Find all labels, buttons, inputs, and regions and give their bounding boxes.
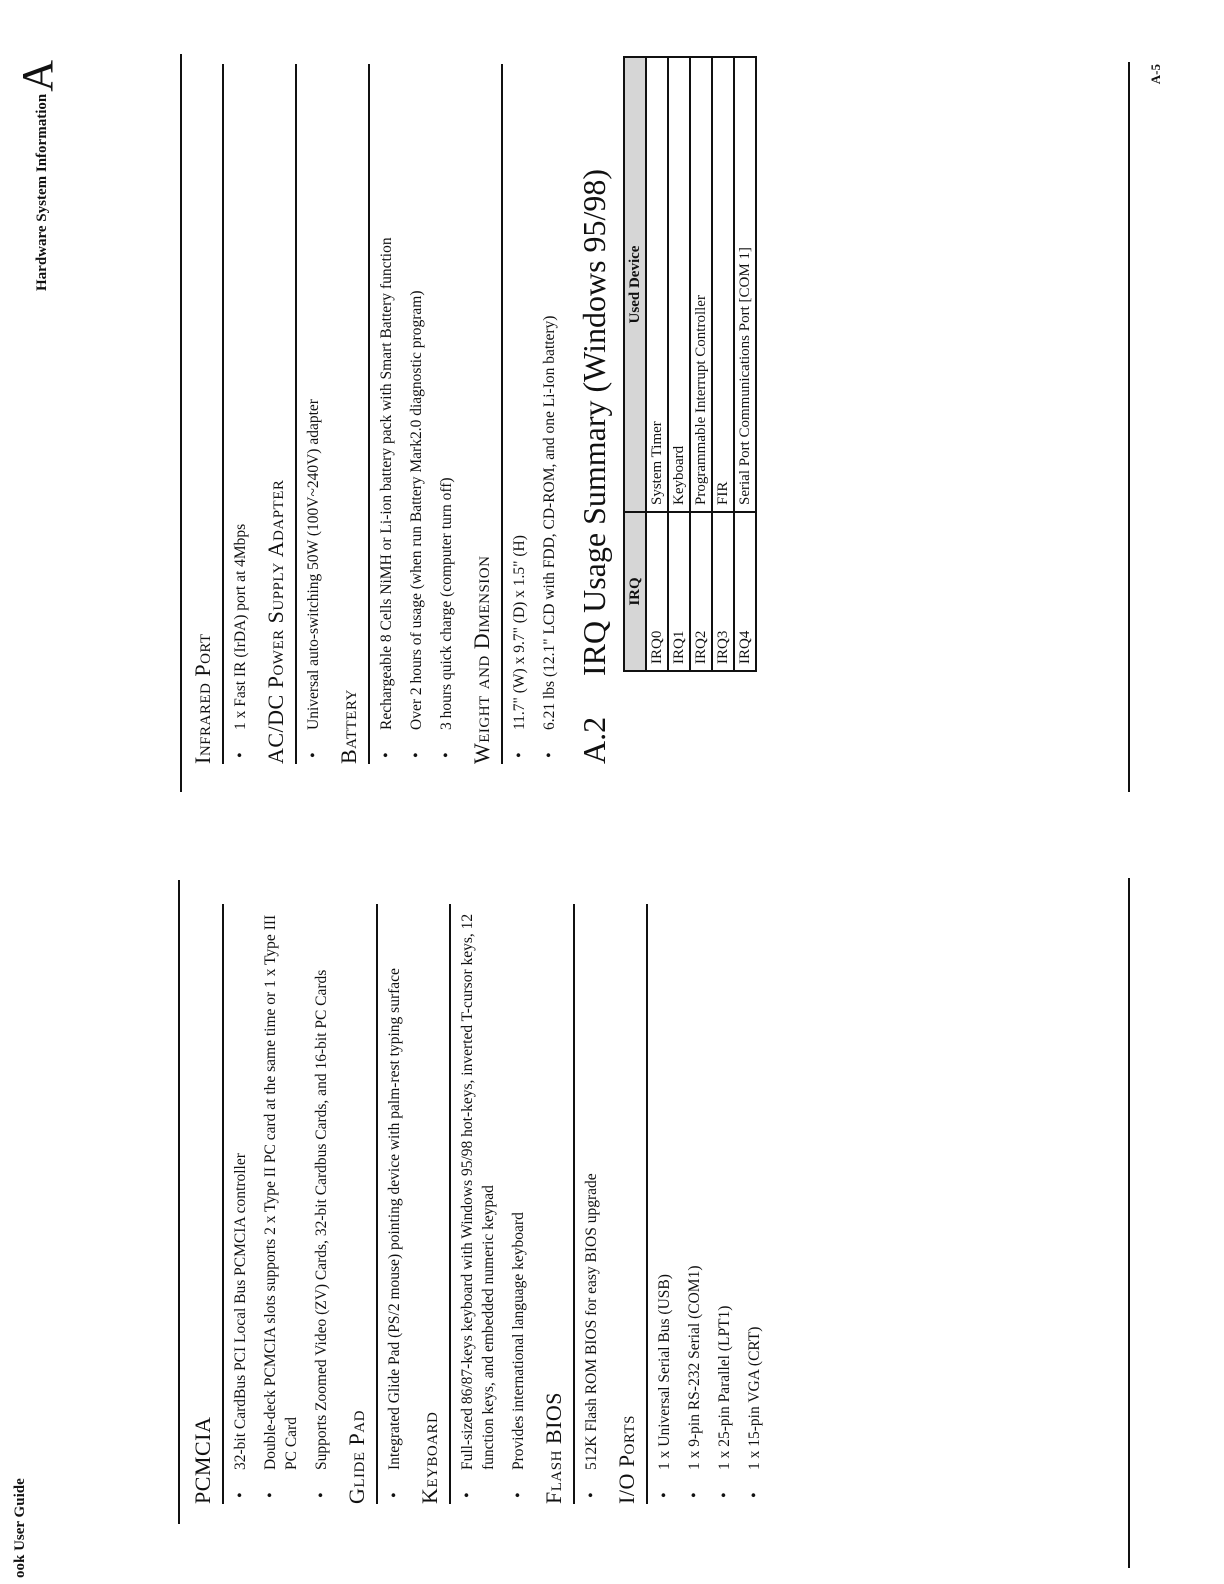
bullet-list	[376, 64, 457, 764]
table-header-row	[624, 57, 646, 671]
section-number: A.2	[576, 716, 612, 764]
section-infrared-port	[190, 64, 251, 764]
section-heading: Flash BIOS	[541, 904, 575, 1504]
section-heading: AC/DC Power Supply Adapter	[263, 64, 297, 764]
list-item: • Over 2 hours of usage (when run Battery Mark2.0 diagnostic program)	[406, 64, 427, 764]
list-item: • Rechargeable 8 Cells NiMH or Li-ion battery pack with Smart Battery function	[376, 64, 397, 764]
footer-rule	[1128, 878, 1130, 1568]
table-cell: Serial Port Communications Port [COM 1]	[734, 57, 756, 512]
list-item: • 1 x Universal Serial Bus (USB)	[654, 904, 675, 1504]
list-item: • 6.21 lbs (12.1" LCD with FDD, CD-ROM, and one Li-Ion battery)	[539, 64, 560, 764]
header-rule	[180, 54, 182, 792]
section-weight-dimension	[469, 64, 560, 764]
section-flash-bios	[541, 904, 602, 1504]
bullet-list	[457, 904, 529, 1504]
section-a2-heading	[576, 64, 613, 764]
list-item: • 1 x Fast IR (IrDA) port at 4Mbps	[230, 64, 251, 764]
section-power-adapter	[263, 64, 324, 764]
list-item: • 11.7" (W) x 9.7" (D) x 1.5" (H)	[509, 64, 530, 764]
list-item: • 3 hours quick charge (computer turn off)	[436, 64, 457, 764]
section-keyboard	[417, 904, 529, 1504]
list-item: • Full-sized 86/87-keys keyboard with Windows 95/98 hot-keys, inverted T-cursor keys, 12 function keys, and embedded numeric keypad	[457, 904, 499, 1504]
irq-table	[623, 56, 757, 672]
section-io-ports	[614, 904, 765, 1504]
bullet-list	[581, 904, 602, 1504]
right-content	[190, 64, 757, 764]
list-item: • Universal auto-switching 50W (100V~240V) adapter	[303, 64, 324, 764]
section-heading: Weight and Dimension	[469, 64, 503, 764]
table-cell: IRQ2	[690, 512, 712, 671]
section-heading: PCMCIA	[190, 904, 224, 1504]
table-cell: IRQ0	[646, 512, 668, 671]
list-item: • Double-deck PCMCIA slots supports 2 x Type II PC card at the same time or 1 x Type III PC Card	[260, 904, 302, 1504]
page-number: A-5	[1148, 64, 1163, 85]
left-page	[0, 792, 1224, 1584]
section-heading: Battery	[336, 64, 370, 764]
section-heading: I/O Ports	[614, 904, 648, 1504]
table-cell: Keyboard	[668, 57, 690, 512]
table-cell: FIR	[712, 57, 734, 512]
list-item: • 1 x 15-pin VGA (CRT)	[744, 904, 765, 1504]
column-header: IRQ	[624, 512, 646, 671]
table-cell: IRQ3	[712, 512, 734, 671]
header-rule	[178, 880, 180, 1524]
table-cell: Programmable Interrupt Controller	[690, 57, 712, 512]
section-title: IRQ Usage Summary (Windows 95/98)	[576, 168, 612, 676]
column-header: Used Device	[624, 57, 646, 512]
chapter-letter: A	[13, 60, 62, 92]
list-item: • 1 x 25-pin Parallel (LPT1)	[714, 904, 735, 1504]
section-heading: Infrared Port	[190, 64, 224, 764]
footer-rule	[1128, 62, 1130, 792]
list-item: • Integrated Glide Pad (PS/2 mouse) pointing device with palm-rest typing surface	[384, 904, 405, 1504]
section-glide-pad	[344, 904, 405, 1504]
list-item: • 512K Flash ROM BIOS for easy BIOS upgrade	[581, 904, 602, 1504]
list-item: • 32-bit CardBus PCI Local Bus PCMCIA controller	[230, 904, 251, 1504]
left-content	[190, 904, 777, 1504]
table-cell: IRQ1	[668, 512, 690, 671]
table-row	[690, 57, 712, 671]
list-item: • Provides international language keyboard	[508, 904, 529, 1504]
list-item: • 1 x 9-pin RS-232 Serial (COM1)	[684, 904, 705, 1504]
bullet-list	[509, 64, 560, 764]
table-cell: System Timer	[646, 57, 668, 512]
section-battery	[336, 64, 457, 764]
section-heading: Keyboard	[417, 904, 451, 1504]
running-head-left: ook User Guide	[12, 1478, 28, 1578]
bullet-list	[230, 64, 251, 764]
bullet-list	[230, 904, 332, 1504]
list-item: • Supports Zoomed Video (ZV) Cards, 32-bit Cardbus Cards, and 16-bit PC Cards	[311, 904, 332, 1504]
table-row	[668, 57, 690, 671]
section-heading: Glide Pad	[344, 904, 378, 1504]
section-pcmcia	[190, 904, 332, 1504]
table-row	[646, 57, 668, 671]
bullet-list	[654, 904, 765, 1504]
bullet-list	[303, 64, 324, 764]
table-row	[734, 57, 756, 671]
table-cell: IRQ4	[734, 512, 756, 671]
bullet-list	[384, 904, 405, 1504]
table-row	[712, 57, 734, 671]
running-head-right: Hardware System InformationA	[13, 60, 62, 291]
